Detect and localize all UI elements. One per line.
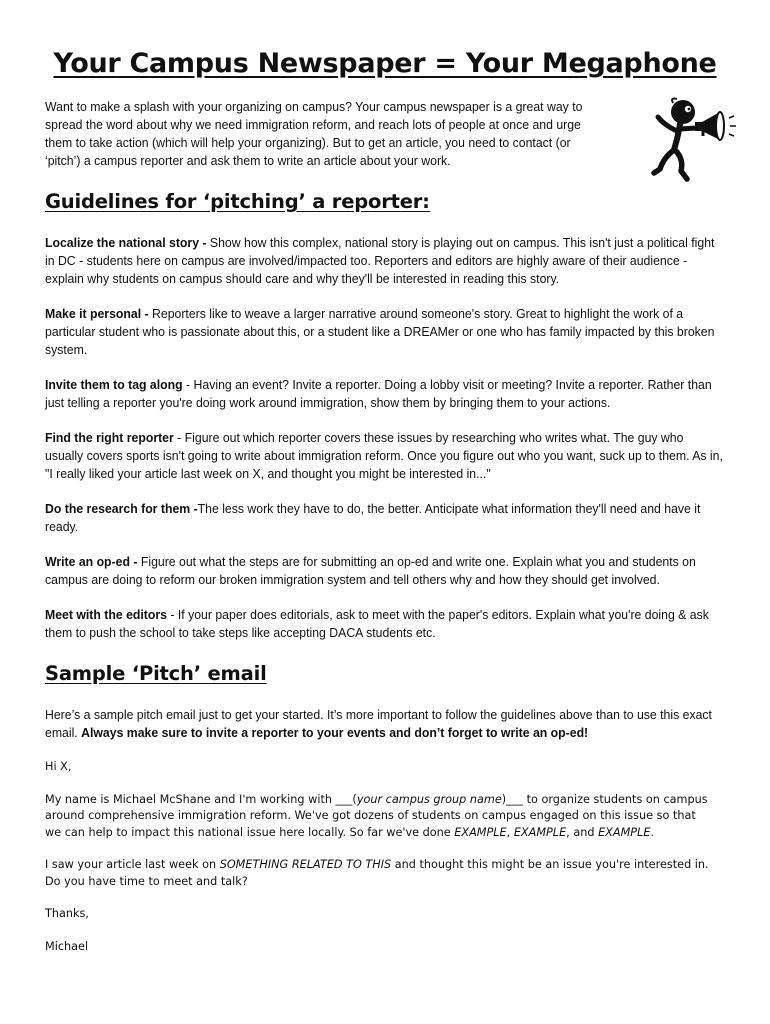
guideline-lead: Make it personal -	[45, 306, 149, 321]
guideline-text: Show how this complex, national story is playing out on campus. This isn't just a political fight in DC - students here on campus are involved/impacted too. Reporters and editors are highly aware of their audience - explain why students on campus should care and why they'll be interested in reading this story.	[45, 235, 715, 286]
page-title: Your Campus Newspaper = Your Megaphone	[53, 48, 717, 79]
guideline-lead: Localize the national story -	[45, 235, 207, 250]
guideline-text: Figure out what the steps are for submitting an op-ed and write one. Explain what you and students on campus are doing to reform our broken immigration system and tell others why and how they should get involved.	[45, 554, 696, 587]
guideline-item	[45, 500, 724, 536]
guideline-lead: Meet with the editors	[45, 607, 167, 622]
guideline-lead: Write an op-ed -	[45, 554, 138, 569]
guideline-lead: Find the right reporter	[45, 430, 174, 445]
guideline-item	[45, 606, 724, 642]
guideline-text: - Figure out which reporter covers these issues by researching who writes what. The guy who usually covers sports isn't going to write about immigration reform. Once you figure out who you want, suck up to them. As in, "I really liked your article last week on X, and thought you might be interested in..."	[45, 430, 723, 481]
guideline-item	[45, 305, 724, 359]
guideline-text: The less work they have to do, the better. Anticipate what information they'll need and have it ready.	[45, 501, 701, 534]
email-example: EXAMPLE	[598, 824, 651, 839]
email-signature: Michael	[45, 938, 89, 953]
email-text: I saw your article last week on	[45, 857, 220, 871]
intro-text: Want to make a splash with your organizing on campus? Your campus newspaper is a great way to spread the word about why we need immigration reform, and reach lots of people at once and urge them to take action (which will help your organizing). But to get an article, you need to contact (or ‘pitch’) a campus reporter and ask them to write an article about your work.	[45, 99, 583, 168]
email-text: , and	[566, 824, 599, 839]
email-example: EXAMPLE	[454, 824, 507, 839]
email-placeholder: SOMETHING RELATED TO THIS	[219, 857, 392, 871]
megaphone-person-icon	[640, 95, 740, 185]
sample-email	[45, 758, 714, 970]
email-greeting: Hi X,	[45, 759, 72, 773]
guideline-item	[45, 553, 724, 589]
guideline-text: - Having an event? Invite a reporter. Doing a lobby visit or meeting? Invite a reporter. Rather than just telling a reporter you're doing work around immigration, show them by bringing them to your actions.	[45, 377, 712, 410]
guidelines-heading: Guidelines for ‘pitching’ a reporter:	[45, 190, 430, 213]
email-text: ,	[506, 824, 514, 839]
guideline-text: Reporters like to weave a larger narrative around someone's story. Great to highlight the work of a particular student who is passionate about this, or a student like a DREAMer or one who has family impacted by this broken system.	[45, 306, 715, 357]
email-text: My name is Michael McShane and I'm working with ___(	[45, 791, 357, 806]
guideline-item	[45, 429, 724, 483]
guideline-text: - If your paper does editorials, ask to meet with the paper's editors. Explain what you're doing & ask them to push the school to take steps like accepting DACA students etc.	[45, 607, 709, 640]
email-example: EXAMPLE	[513, 824, 567, 839]
sample-intro-plain: Here’s a sample pitch email just to get your started. It’s more important to follow the guidelines above than to use this exact email.	[45, 707, 712, 740]
sample-intro-bold: Always make sure to invite a reporter to your events and don’t forget to write an op-ed!	[81, 725, 589, 740]
email-text: and thought this might be an issue you're interested in. Do you have time to meet and talk?	[45, 857, 709, 888]
guideline-item	[45, 376, 724, 412]
email-signoff: Thanks,	[45, 906, 89, 920]
email-paragraph-2	[45, 856, 714, 889]
guideline-lead: Invite them to tag along	[45, 377, 183, 392]
email-placeholder: your campus group name	[356, 791, 502, 806]
sample-intro	[45, 706, 724, 742]
email-text: .	[650, 824, 655, 839]
email-paragraph-1	[45, 791, 714, 841]
guidelines-list	[45, 234, 724, 659]
sample-heading: Sample ‘Pitch’ email	[45, 662, 267, 685]
sample-intro-text	[45, 706, 724, 742]
guideline-lead: Do the research for them -	[45, 501, 198, 516]
guideline-item	[45, 234, 724, 288]
email-text: )___ to organize students on campus around comprehensive immigration reform. We've got dozens of students on campus engaged on this issue so that we can help to impact this national issue here locally. So far we've done	[45, 791, 708, 839]
intro-paragraph	[45, 98, 584, 170]
